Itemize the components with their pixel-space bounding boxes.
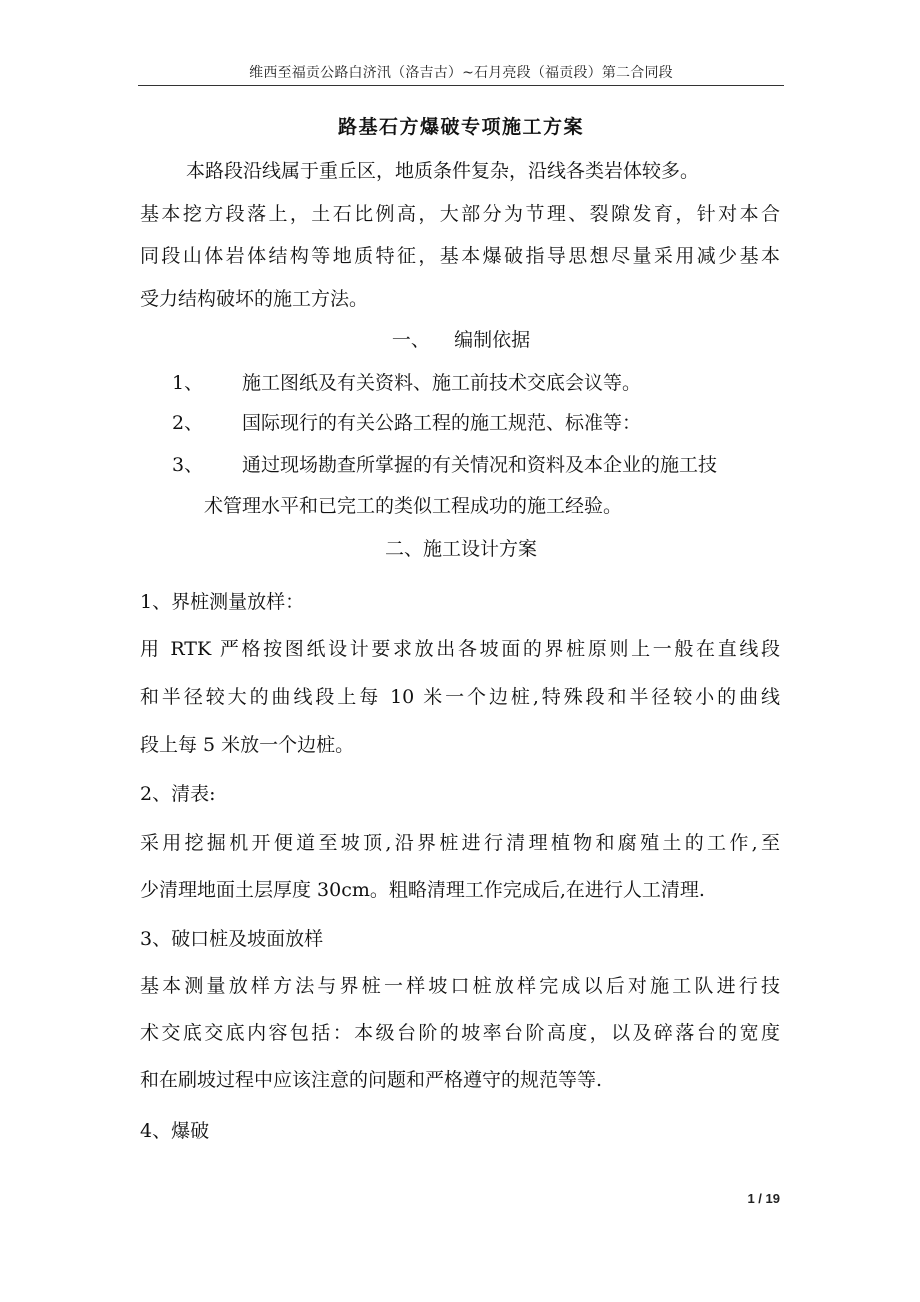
subsection-1-line-3: 段上每 5 米放一个边桩。 (140, 734, 355, 756)
section-1-heading: 一、 编制依据 (391, 329, 531, 351)
intro-line-4: 受力结构破坏的施工方法。 (140, 288, 369, 310)
basis-item-3-text: 通过现场勘查所掌握的有关情况和资料及本企业的施工技 (242, 454, 718, 476)
basis-item-2-text: 国际现行的有关公路工程的施工规范、标准等： (242, 412, 642, 434)
basis-item-2 (172, 410, 641, 436)
subsection-3-line-3: 和在刷坡过程中应该注意的问题和严格遵守的规范等等. (140, 1069, 603, 1091)
intro-line-2: 基本挖方段落上，土石比例高，大部分为节理、裂隙发育，针对本合 (140, 203, 780, 225)
intro-line-3: 同段山体岩体结构等地质特征，基本爆破指导思想尽量采用减少基本 (140, 245, 780, 267)
basis-item-1-number: 1、 (172, 372, 204, 394)
subsection-3-line-1: 基本测量放样方法与界桩一样坡口桩放样完成以后对施工队进行技 (140, 975, 780, 997)
subsection-2-line-1: 采用挖掘机开便道至坡顶,沿界桩进行清理植物和腐殖土的工作,至 (140, 832, 780, 854)
basis-item-3-number: 3、 (172, 454, 204, 476)
section-2-heading: 二、施工设计方案 (384, 538, 537, 560)
header-divider (138, 85, 784, 86)
basis-item-3-continued: 术管理水平和已完工的类似工程成功的施工经验。 (204, 495, 623, 517)
subsection-4-heading: 4、爆破 (140, 1120, 210, 1142)
basis-item-3 (172, 452, 717, 478)
basis-item-1 (172, 370, 641, 396)
subsection-3-heading: 3、破口桩及坡面放样 (140, 928, 324, 950)
running-header: 维西至福贡公路白济汛（洛吉古）~石月亮段（福贡段）第二合同段 (249, 65, 673, 81)
intro-line-1: 本路段沿线属于重丘区，地质条件复杂，沿线各类岩体较多。 (186, 160, 700, 182)
subsection-3-line-2: 术交底交底内容包括：本级台阶的坡率台阶高度，以及碎落台的宽度 (140, 1022, 780, 1044)
document-title: 路基石方爆破专项施工方案 (337, 116, 584, 138)
basis-item-2-number: 2、 (172, 412, 204, 434)
page-number: 1 / 19 (747, 1191, 780, 1206)
basis-item-1-text: 施工图纸及有关资料、施工前技术交底会议等。 (242, 372, 642, 394)
subsection-2-line-2: 少清理地面土层厚度 30cm。粗略清理工作完成后,在进行人工清理. (140, 879, 705, 901)
subsection-1-line-2: 和半径较大的曲线段上每 10 米一个边桩,特殊段和半径较小的曲线 (140, 686, 780, 708)
subsection-1-line-1: 用 RTK 严格按图纸设计要求放出各坡面的界桩原则上一般在直线段 (140, 638, 780, 660)
subsection-1-heading: 1、界桩测量放样： (140, 591, 305, 613)
subsection-2-heading: 2、清表: (140, 783, 216, 805)
